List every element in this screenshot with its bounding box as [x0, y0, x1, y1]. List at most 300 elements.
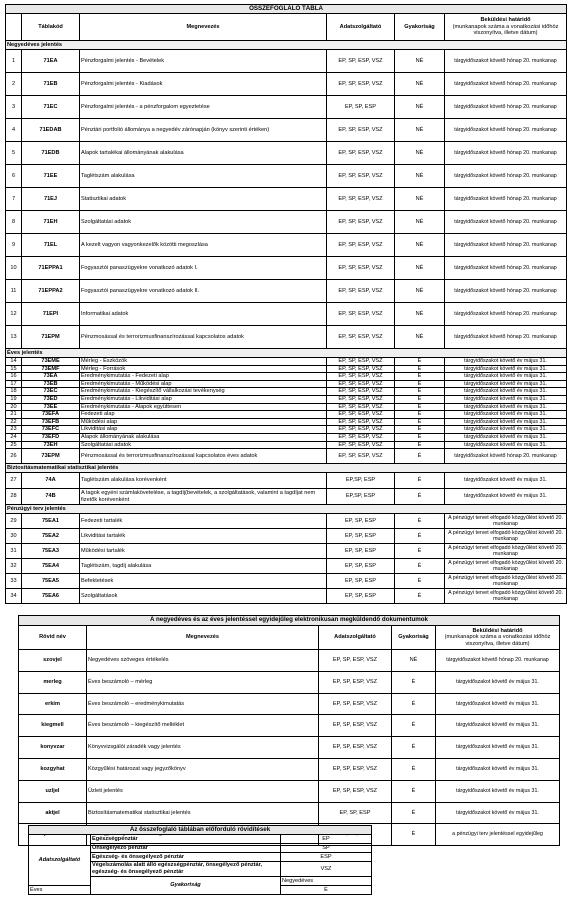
row-number: 22 — [6, 418, 22, 426]
abbreviations-table — [28, 825, 372, 895]
row-provider: EP, SP, ESP, VSZ — [327, 119, 395, 142]
row-provider: EP, SP, ESP — [327, 589, 395, 604]
row-number: 9 — [6, 234, 22, 257]
row-name: Eredménykimutatás - Fedezeti alap — [80, 373, 327, 381]
row-frequency: NÉ — [395, 96, 445, 119]
header-table-code: Táblakód — [22, 14, 80, 41]
doc-provider: EP, SP, ESP, VSZ — [319, 780, 392, 802]
doc-deadline: tárgyidőszakot követő év május 31. — [436, 693, 560, 715]
doc-frequency: É — [392, 780, 436, 802]
section-header — [6, 505, 567, 514]
row-frequency: É — [395, 411, 445, 419]
row-frequency: É — [395, 433, 445, 441]
doc-deadline: tárgyidőszakot követő év május 31. — [436, 802, 560, 824]
row-name: Alapok tartalékai állományának alakulása — [80, 142, 327, 165]
table-code: 74A — [22, 473, 80, 489]
table-code: 73EH — [22, 441, 80, 449]
doc-name: Éves beszámoló – kiegészítő melléklet — [87, 715, 319, 737]
row-provider: EP, SP, ESP, VSZ — [327, 365, 395, 373]
row-name: Mérleg - Források — [80, 365, 327, 373]
table-row — [19, 671, 560, 693]
row-frequency: É — [395, 395, 445, 403]
row-number: 34 — [6, 589, 22, 604]
row-name: Statisztikai adatok — [80, 188, 327, 211]
row-frequency: É — [395, 473, 445, 489]
table-row — [6, 358, 567, 366]
table-code: 71EC — [22, 96, 80, 119]
row-name: Működési alap — [80, 418, 327, 426]
table-code: 71EB — [22, 73, 80, 96]
row-provider: EP, SP, ESP, VSZ — [327, 418, 395, 426]
row-provider: EP, SP, ESP, VSZ — [327, 188, 395, 211]
row-deadline: tárgyidőszakot követő év május 31. — [445, 433, 567, 441]
table-code: 73EFC — [22, 426, 80, 434]
abbr-frequency-label: Gyakoriság — [91, 877, 281, 895]
abbr-provider-code-ep: EP — [281, 835, 372, 844]
table-row — [6, 380, 567, 388]
row-deadline: tárgyidőszakot követő év május 31. — [445, 441, 567, 449]
table-code: 75EA1 — [22, 514, 80, 529]
row-frequency: NÉ — [395, 211, 445, 234]
row-number: 14 — [6, 358, 22, 366]
row-name: Pénzforgalmi jelentés - Bevételek — [80, 50, 327, 73]
doc-short-name: kiegmell — [19, 715, 87, 737]
doc-short-name: uzljel — [19, 780, 87, 802]
table-code: 75EA3 — [22, 544, 80, 559]
abbr-provider-label-esp: Egészség- és önsegélyező pénztár — [91, 853, 281, 862]
row-deadline: tárgyidőszakot követő év május 31. — [445, 473, 567, 489]
table-row — [6, 142, 567, 165]
table-code: 74B — [22, 489, 80, 505]
table-row — [19, 650, 560, 672]
doc-name: Éves beszámoló – eredménykimutatás — [87, 693, 319, 715]
row-provider: EP, SP, ESP, VSZ — [327, 395, 395, 403]
table-row — [19, 802, 560, 824]
doc-header-provider: Adatszolgáltató — [319, 626, 392, 650]
summary-title: ÖSSZEFOGLALÓ TÁBLA — [6, 5, 567, 14]
table-row — [6, 441, 567, 449]
table-code: 71EA — [22, 50, 80, 73]
table-row — [6, 489, 567, 505]
row-deadline: A pénzügyi tervet elfogadó közgyűlést követő 20. munkanap — [445, 589, 567, 604]
table-code: 71EPM — [22, 326, 80, 349]
row-frequency: É — [395, 441, 445, 449]
doc-provider: EP, SP, ESP, VSZ — [319, 671, 392, 693]
row-deadline: tárgyidőszakot követő hónap 20. munkanap — [445, 73, 567, 96]
row-provider: EP, SP, ESP, VSZ — [327, 142, 395, 165]
table-row — [6, 119, 567, 142]
header-deadline-title: Beküldési határidő — [480, 17, 531, 24]
section-header — [6, 41, 567, 50]
table-row — [19, 758, 560, 780]
row-frequency: É — [395, 589, 445, 604]
table-row — [6, 426, 567, 434]
row-deadline: A pénzügyi tervet elfogadó közgyűlést követő 20. munkanap — [445, 514, 567, 529]
table-row — [6, 303, 567, 326]
table-code: 73EPM — [22, 449, 80, 464]
row-deadline: tárgyidőszakot követő hónap 20. munkanap — [445, 50, 567, 73]
row-name: Fedezeti alap — [80, 411, 327, 419]
doc-name: Éves beszámoló – mérleg — [87, 671, 319, 693]
table-code: 73EB — [22, 380, 80, 388]
table-code: 71EDAB — [22, 119, 80, 142]
doc-name: Biztosításmatematikai statisztikai jelentés — [87, 802, 319, 824]
doc-frequency: É — [392, 802, 436, 824]
header-index — [6, 14, 22, 41]
row-name: Taglétszám alakulása korévenként — [80, 473, 327, 489]
table-row — [6, 449, 567, 464]
row-provider: EP, SP, ESP — [327, 559, 395, 574]
row-number: 8 — [6, 211, 22, 234]
row-name: Fedezeti tartalék — [80, 514, 327, 529]
doc-name: Közgyűlési határozat vagy jegyzőkönyv — [87, 758, 319, 780]
row-number: 20 — [6, 403, 22, 411]
table-row — [19, 780, 560, 802]
table-code: 73EC — [22, 388, 80, 396]
section-title: Biztosításmatematikai statisztikai jelentés — [6, 464, 567, 473]
doc-name: Könyvvizsgálói záradék vagy jelentés — [87, 737, 319, 759]
table-code: 75EA5 — [22, 574, 80, 589]
doc-frequency: É — [392, 671, 436, 693]
row-name: Pénzforgalmi jelentés - a pénzforgalom egyeztetése — [80, 96, 327, 119]
row-name: Likviditási alap — [80, 426, 327, 434]
row-deadline: tárgyidőszakot követő hónap 20. munkanap — [445, 449, 567, 464]
table-row — [6, 418, 567, 426]
row-provider: EP, SP, ESP, VSZ — [327, 373, 395, 381]
row-number: 6 — [6, 165, 22, 188]
row-deadline: tárgyidőszakot követő év május 31. — [445, 411, 567, 419]
table-code: 73EFB — [22, 418, 80, 426]
row-frequency: NÉ — [395, 50, 445, 73]
doc-deadline: tárgyidőszakot követő év május 31. — [436, 780, 560, 802]
table-row — [6, 473, 567, 489]
table-row — [6, 211, 567, 234]
row-name: Szolgáltatások — [80, 589, 327, 604]
row-deadline: tárgyidőszakot követő hónap 20. munkanap — [445, 211, 567, 234]
doc-frequency: É — [392, 737, 436, 759]
section-title: Éves jelentés — [6, 349, 567, 358]
table-row — [6, 395, 567, 403]
row-number: 25 — [6, 441, 22, 449]
row-provider: EP, SP, ESP, VSZ — [327, 441, 395, 449]
row-frequency: É — [395, 373, 445, 381]
doc-short-name: konyvzar — [19, 737, 87, 759]
summary-table — [5, 4, 567, 604]
row-provider: EP, SP, ESP, VSZ — [327, 426, 395, 434]
doc-frequency: É — [392, 758, 436, 780]
table-row — [19, 715, 560, 737]
doc-short-name: erkim — [19, 693, 87, 715]
row-provider: EP, SP, ESP, VSZ — [327, 433, 395, 441]
row-frequency: É — [395, 529, 445, 544]
section-header — [6, 349, 567, 358]
row-number: 7 — [6, 188, 22, 211]
row-name: Taglétszám, tagdíj alakulása — [80, 559, 327, 574]
abbr-provider-code-sp: SP — [281, 844, 372, 853]
row-deadline: tárgyidőszakot követő hónap 20. munkanap — [445, 142, 567, 165]
row-number: 30 — [6, 529, 22, 544]
table-row — [6, 234, 567, 257]
abbreviations-title: Az összefoglaló táblában előforduló rövidítések — [29, 826, 372, 835]
table-code: 75EA2 — [22, 529, 80, 544]
doc-provider: EP, SP, ESP, VSZ — [319, 650, 392, 672]
table-code: 71EPI — [22, 303, 80, 326]
row-provider: EP,SP, ESP — [327, 489, 395, 505]
table-row — [19, 737, 560, 759]
table-row — [6, 96, 567, 119]
row-number: 21 — [6, 411, 22, 419]
table-row — [6, 388, 567, 396]
row-frequency: É — [395, 380, 445, 388]
doc-frequency: É — [392, 693, 436, 715]
row-frequency: É — [395, 418, 445, 426]
row-frequency: É — [395, 559, 445, 574]
row-frequency: NÉ — [395, 303, 445, 326]
row-name: Befektetések — [80, 574, 327, 589]
doc-deadline: tárgyidőszakot követő év május 31. — [436, 758, 560, 780]
table-row — [6, 280, 567, 303]
row-frequency: É — [395, 388, 445, 396]
row-name: Fogyasztói panaszügyekre vonatkozó adatok I. — [80, 257, 327, 280]
doc-frequency: NÉ — [392, 650, 436, 672]
abbr-frequency-label-ne: Negyedéves — [281, 877, 372, 886]
row-frequency: É — [395, 489, 445, 505]
row-name: Eredménykimutatás - Likviditási alap — [80, 395, 327, 403]
row-name: Informatikai adatok — [80, 303, 327, 326]
row-provider: EP, SP, ESP — [327, 574, 395, 589]
row-deadline: A pénzügyi tervet elfogadó közgyűlést követő 20. munkanap — [445, 574, 567, 589]
table-row — [6, 257, 567, 280]
row-provider: EP, SP, ESP, VSZ — [327, 380, 395, 388]
row-deadline: tárgyidőszakot követő év május 31. — [445, 373, 567, 381]
abbr-frequency-code-e: É — [281, 886, 372, 895]
row-provider: EP, SP, ESP, VSZ — [327, 449, 395, 464]
doc-deadline: tárgyidőszakot követő év május 31. — [436, 715, 560, 737]
row-number: 33 — [6, 574, 22, 589]
row-name: Eredménykimutatás - Alapok együttesen — [80, 403, 327, 411]
doc-provider: EP, SP, ESP — [319, 802, 392, 824]
table-code: 73EE — [22, 403, 80, 411]
row-name: A kezelt vagyon vagyonkezelők közötti megoszlása — [80, 234, 327, 257]
row-number: 10 — [6, 257, 22, 280]
row-number: 12 — [6, 303, 22, 326]
row-provider: EP, SP, ESP, VSZ — [327, 234, 395, 257]
row-frequency: É — [395, 574, 445, 589]
doc-header-short-name: Rövid név — [19, 626, 87, 650]
row-name: Taglétszám alakulása — [80, 165, 327, 188]
row-number: 28 — [6, 489, 22, 505]
row-provider: EP, SP, ESP, VSZ — [327, 358, 395, 366]
row-number: 32 — [6, 559, 22, 574]
row-number: 17 — [6, 380, 22, 388]
header-deadline — [445, 14, 567, 41]
row-number: 26 — [6, 449, 22, 464]
row-number: 4 — [6, 119, 22, 142]
doc-header-frequency: Gyakoriság — [392, 626, 436, 650]
doc-short-name: aktjel — [19, 802, 87, 824]
row-number: 23 — [6, 426, 22, 434]
row-provider: EP, SP, ESP, VSZ — [327, 50, 395, 73]
doc-provider: EP, SP, ESP, VSZ — [319, 758, 392, 780]
section-header — [6, 464, 567, 473]
doc-provider: EP, SP, ESP, VSZ — [319, 715, 392, 737]
row-provider: EP, SP, ESP, VSZ — [327, 326, 395, 349]
row-frequency: É — [395, 544, 445, 559]
row-frequency: NÉ — [395, 257, 445, 280]
row-provider: EP, SP, ESP, VSZ — [327, 257, 395, 280]
row-number: 18 — [6, 388, 22, 396]
row-number: 24 — [6, 433, 22, 441]
table-row — [6, 544, 567, 559]
row-provider: EP,SP, ESP — [327, 473, 395, 489]
row-provider: EP, SP, ESP — [327, 96, 395, 119]
table-row — [6, 514, 567, 529]
table-row — [6, 188, 567, 211]
abbr-frequency-label-e: Éves — [29, 886, 91, 895]
row-deadline: A pénzügyi tervet elfogadó közgyűlést követő 20. munkanap — [445, 544, 567, 559]
table-row — [6, 326, 567, 349]
row-deadline: A pénzügyi tervet elfogadó közgyűlést követő 20. munkanap — [445, 529, 567, 544]
row-deadline: tárgyidőszakot követő év május 31. — [445, 388, 567, 396]
table-code: 71EE — [22, 165, 80, 188]
row-frequency: NÉ — [395, 165, 445, 188]
row-provider: EP, SP, ESP, VSZ — [327, 73, 395, 96]
row-number: 2 — [6, 73, 22, 96]
table-row — [6, 433, 567, 441]
table-code: 71EH — [22, 211, 80, 234]
row-name: Alapok állományának alakulása — [80, 433, 327, 441]
abbr-provider-code-esp: ESP — [281, 853, 372, 862]
row-name: Likviditási tartalék — [80, 529, 327, 544]
row-frequency: É — [395, 403, 445, 411]
row-frequency: NÉ — [395, 188, 445, 211]
abbr-provider-label-vsz: Végelszámolás alatt álló egészségpénztár, önsegélyező pénztár, egészség- és önsegélyező pénztár — [91, 862, 281, 877]
table-row — [6, 559, 567, 574]
doc-frequency: É — [392, 715, 436, 737]
doc-header-deadline-title: Beküldési határidő — [472, 627, 523, 634]
abbr-provider-label-ep: Egészségpénztár — [91, 835, 281, 844]
row-number: 1 — [6, 50, 22, 73]
table-code: 73EA — [22, 373, 80, 381]
row-deadline: tárgyidőszakot követő év május 31. — [445, 358, 567, 366]
doc-name: Negyedéves szöveges értékelés — [87, 650, 319, 672]
row-frequency: É — [395, 426, 445, 434]
row-deadline: tárgyidőszakot követő hónap 20. munkanap — [445, 165, 567, 188]
row-provider: EP, SP, ESP — [327, 544, 395, 559]
doc-header-deadline — [436, 626, 560, 650]
table-row — [6, 411, 567, 419]
row-name: Szolgáltatási adatok — [80, 441, 327, 449]
row-deadline: tárgyidőszakot követő hónap 20. munkanap — [445, 326, 567, 349]
doc-deadline: tárgyidőszakot követő év május 31. — [436, 671, 560, 693]
abbr-provider-label: Adatszolgáltató — [29, 835, 91, 886]
row-frequency: NÉ — [395, 142, 445, 165]
row-number: 29 — [6, 514, 22, 529]
table-row — [6, 373, 567, 381]
row-number: 5 — [6, 142, 22, 165]
row-frequency: NÉ — [395, 234, 445, 257]
row-name: Pénzmosással és terrorizmusfinanszírozással kapcsolatos adatok — [80, 326, 327, 349]
doc-provider: EP, SP, ESP, VSZ — [319, 693, 392, 715]
table-row — [6, 529, 567, 544]
row-provider: EP, SP, ESP, VSZ — [327, 388, 395, 396]
table-code: 73EFD — [22, 433, 80, 441]
row-number: 27 — [6, 473, 22, 489]
table-row — [6, 73, 567, 96]
documents-title: A negyedéves és az éves jelentéssel egyidejűleg elektronikusan megküldendő dokumentumok — [19, 616, 560, 626]
row-deadline: A pénzügyi tervet elfogadó közgyűlést követő 20. munkanap — [445, 559, 567, 574]
doc-provider: EP, SP, ESP, VSZ — [319, 737, 392, 759]
row-name: Eredménykimutatás - Működési alap — [80, 380, 327, 388]
table-row — [6, 50, 567, 73]
doc-short-name: merleg — [19, 671, 87, 693]
row-deadline: tárgyidőszakot követő hónap 20. munkanap — [445, 188, 567, 211]
row-name: Eredménykimutatás - Kiegészítő vállalkozási tevékenység — [80, 388, 327, 396]
row-frequency: É — [395, 358, 445, 366]
row-frequency: NÉ — [395, 280, 445, 303]
table-code: 73ED — [22, 395, 80, 403]
header-provider: Adatszolgáltató — [327, 14, 395, 41]
row-frequency: NÉ — [395, 119, 445, 142]
doc-short-name: kozgyhat — [19, 758, 87, 780]
row-name: A tagok egyéni számlakövetelése, a tagdíj(bevételek, a szolgáltatások, valamint a tagdíjat nem fizetők korévenként — [80, 489, 327, 505]
doc-short-name: szovjel — [19, 650, 87, 672]
row-provider: EP, SP, ESP, VSZ — [327, 411, 395, 419]
row-frequency: É — [395, 365, 445, 373]
row-deadline: tárgyidőszakot követő év május 31. — [445, 489, 567, 505]
row-deadline: tárgyidőszakot követő év május 31. — [445, 380, 567, 388]
row-deadline: tárgyidőszakot követő év május 31. — [445, 418, 567, 426]
abbr-provider-label-sp: Önsegélyező pénztár — [91, 844, 281, 853]
row-deadline: tárgyidőszakot követő év május 31. — [445, 365, 567, 373]
doc-deadline: tárgyidőszakot követő év május 31. — [436, 737, 560, 759]
table-code: 71EL — [22, 234, 80, 257]
doc-name: Üzleti jelentés — [87, 780, 319, 802]
doc-deadline: tárgyidőszakot követő hónap 20. munkanap — [436, 650, 560, 672]
row-name: Pénzmosással és terrorizmusfinanszírozással kapcsolatos éves adatok — [80, 449, 327, 464]
row-frequency: NÉ — [395, 73, 445, 96]
row-provider: EP, SP, ESP, VSZ — [327, 303, 395, 326]
table-code: 71EPPA2 — [22, 280, 80, 303]
row-frequency: NÉ — [395, 326, 445, 349]
row-deadline: tárgyidőszakot követő év május 31. — [445, 426, 567, 434]
table-row — [19, 693, 560, 715]
row-number: 11 — [6, 280, 22, 303]
row-provider: EP, SP, ESP — [327, 514, 395, 529]
row-deadline: tárgyidőszakot követő hónap 20. munkanap — [445, 119, 567, 142]
row-deadline: tárgyidőszakot követő hónap 20. munkanap — [445, 257, 567, 280]
table-row — [6, 403, 567, 411]
row-provider: EP, SP, ESP, VSZ — [327, 211, 395, 234]
header-name: Megnevezés — [80, 14, 327, 41]
table-code: 73EFA — [22, 411, 80, 419]
row-number: 13 — [6, 326, 22, 349]
doc-header-deadline-sub: (munkanapok száma a vonatkozási időhöz viszonyítva, illetve dátum) — [444, 634, 551, 647]
row-provider: EP, SP, ESP, VSZ — [327, 280, 395, 303]
doc-deadline: a pénzügyi terv jelentéssel egyidejűleg — [436, 824, 560, 846]
table-code: 71EPPA1 — [22, 257, 80, 280]
section-title: Pénzügyi terv jelentés — [6, 505, 567, 514]
section-title: Negyedéves jelentés — [6, 41, 567, 50]
row-name: Fogyasztói panaszügyekre vonatkozó adatok II. — [80, 280, 327, 303]
header-frequency: Gyakoriság — [395, 14, 445, 41]
row-number: 16 — [6, 373, 22, 381]
documents-table — [18, 615, 560, 846]
row-number: 15 — [6, 365, 22, 373]
table-code: 71EJ — [22, 188, 80, 211]
row-frequency: É — [395, 514, 445, 529]
table-row — [6, 589, 567, 604]
